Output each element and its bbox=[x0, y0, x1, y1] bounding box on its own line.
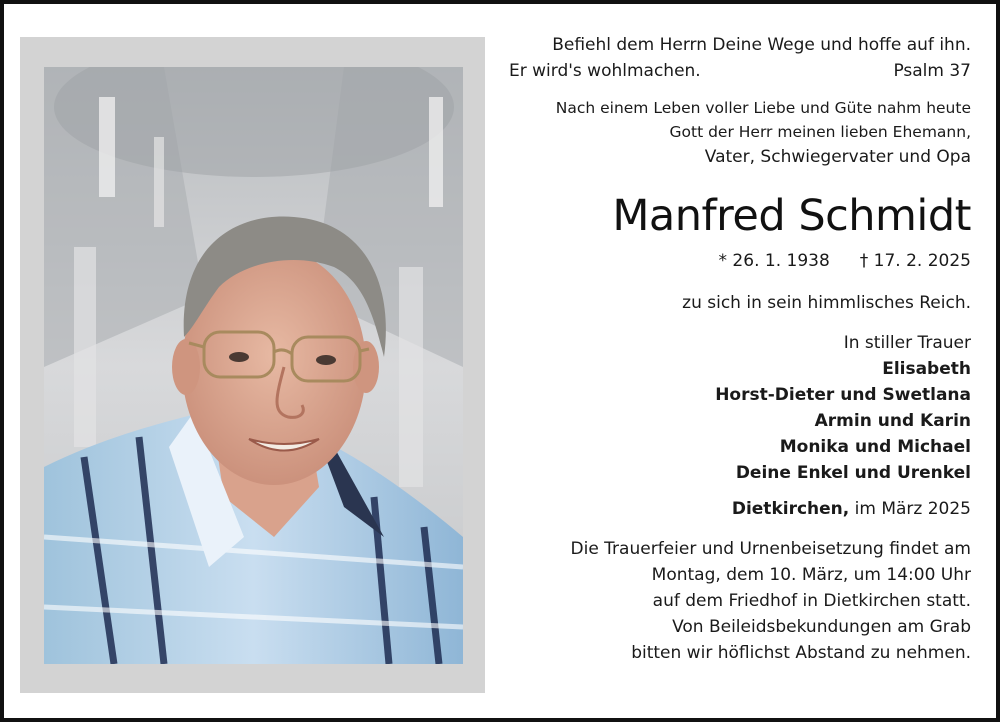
family-member: Deine Enkel und Urenkel bbox=[735, 463, 971, 483]
intro-line: Nach einem Leben voller Liebe und Güte nahm heute bbox=[555, 99, 971, 117]
birth-date: * 26. 1. 1938 bbox=[718, 251, 830, 271]
photo-frame bbox=[20, 37, 485, 693]
psalm-line-2-row bbox=[509, 58, 971, 84]
psalm-line-2: Er wird's wohlmachen. bbox=[509, 61, 701, 81]
portrait-illustration bbox=[44, 67, 463, 664]
intro-block bbox=[509, 96, 971, 170]
portrait-photo bbox=[44, 67, 463, 664]
family-member: Armin und Karin bbox=[814, 411, 971, 431]
place-date bbox=[509, 496, 971, 522]
deceased-name: Manfred Schmidt bbox=[612, 191, 971, 241]
ceremony-line: auf dem Friedhof in Dietkirchen statt. bbox=[652, 591, 971, 611]
psalm-line-1: Befiehl dem Herrn Deine Wege und hoffe auf ihn. bbox=[552, 35, 971, 55]
ceremony-line: Von Beileidsbekundungen am Grab bbox=[672, 617, 971, 637]
family-member: Horst-Dieter und Swetlana bbox=[715, 385, 971, 405]
ceremony-line: Montag, dem 10. März, um 14:00 Uhr bbox=[651, 565, 971, 585]
ceremony-line: bitten wir höflichst Abstand zu nehmen. bbox=[631, 643, 971, 663]
mourning-label: In stiller Trauer bbox=[843, 333, 971, 353]
ceremony-line: Die Trauerfeier und Urnenbeisetzung findet am bbox=[570, 539, 971, 559]
intro-line: Vater, Schwiegervater und Opa bbox=[704, 147, 971, 167]
family-member: Monika und Michael bbox=[779, 437, 971, 457]
text-column bbox=[509, 32, 971, 666]
intro-line: Gott der Herr meinen lieben Ehemann, bbox=[669, 123, 971, 141]
family-member: Elisabeth bbox=[882, 359, 971, 379]
family-list bbox=[509, 356, 971, 486]
ceremony-block bbox=[509, 536, 971, 666]
life-dates bbox=[509, 248, 971, 274]
closing-phrase: zu sich in sein himmlisches Reich. bbox=[682, 293, 971, 313]
place-town: Dietkirchen, bbox=[731, 499, 850, 519]
place-date-text: im März 2025 bbox=[849, 499, 971, 519]
psalm-reference: Psalm 37 bbox=[893, 61, 971, 81]
death-date: † 17. 2. 2025 bbox=[859, 251, 971, 271]
